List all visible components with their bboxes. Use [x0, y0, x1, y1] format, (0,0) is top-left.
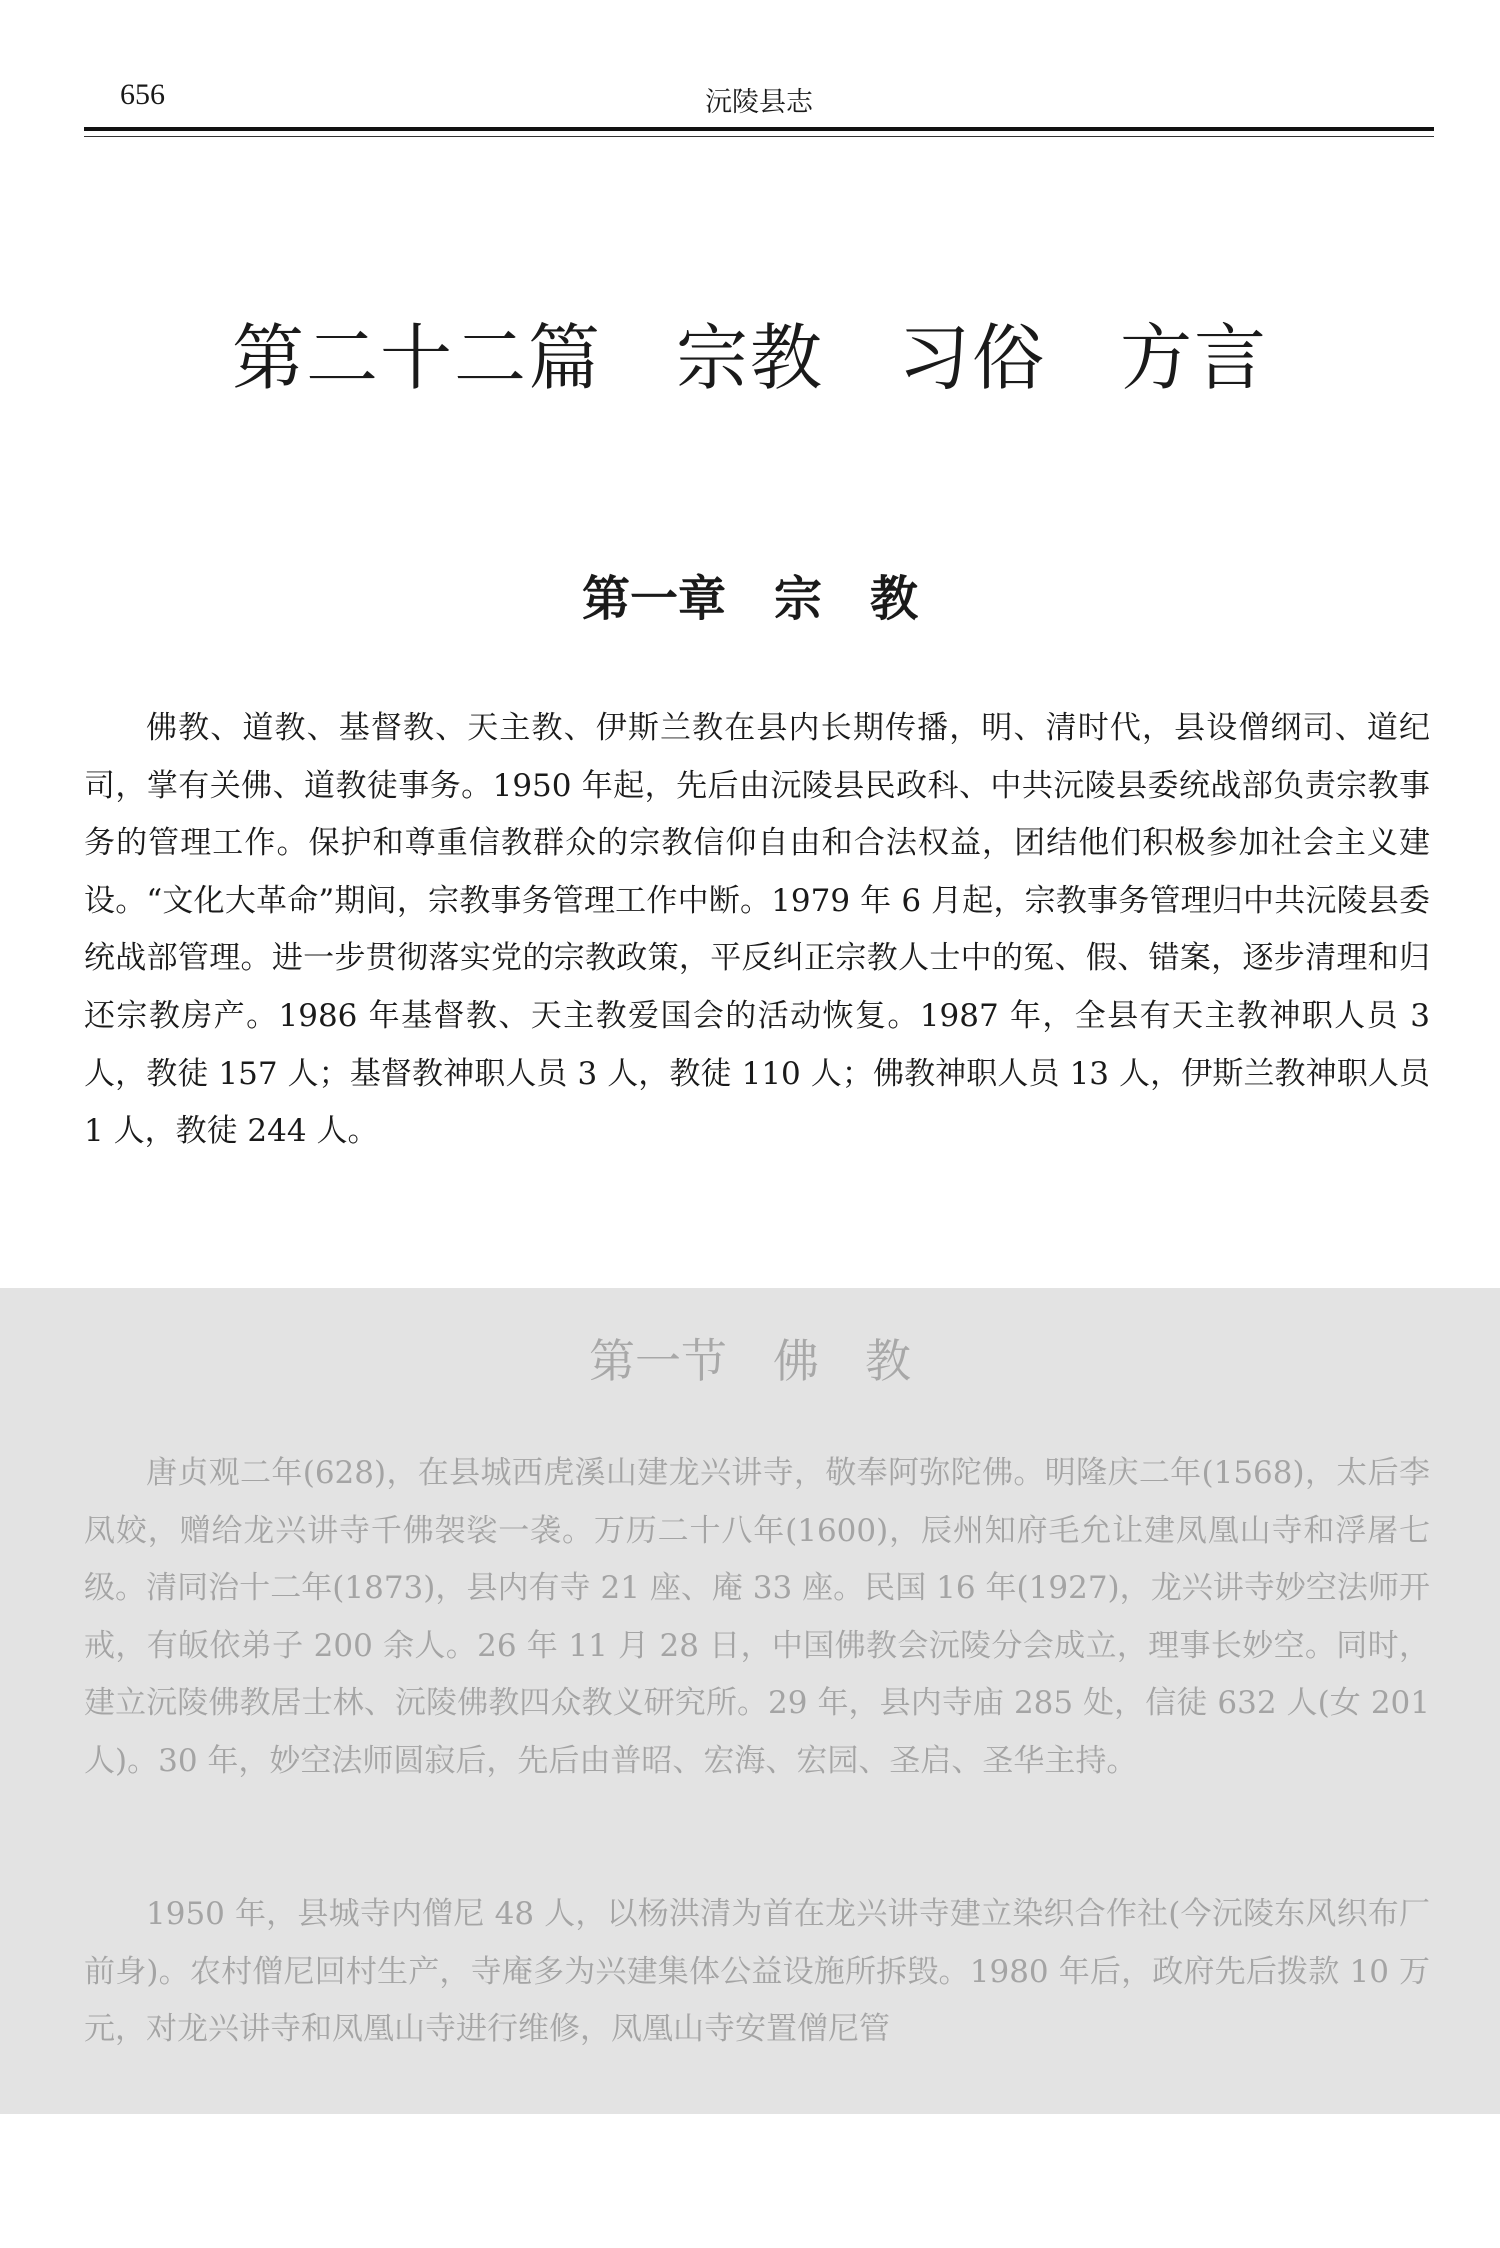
chapter-title: 第一章 宗 教	[581, 571, 918, 627]
intro-paragraph: 佛教、道教、基督教、天主教、伊斯兰教在县内长期传播，明、清时代，县设僧纲司、道纪司，掌有关佛、道教徒事务。1950 年起，先后由沅陵县民政科、中共沅陵县委统战部负责宗教事务的管理工作。保护和尊重信教群众的宗教信仰自由和合法权益，团结他们积极参加社会主义建设。“文化大革命”期间，宗教事务管理工作中断。1979 年 6 月起，宗教事务管理归中共沅陵县委统战部管理。进一步贯彻落实党的宗教政策，平反纠正宗教人士中的冤、假、错案，逐步清理和归还宗教房产。1986 年基督教、天主教爱国会的活动恢复。1987 年，全县有天主教神职人员 3 人，教徒 157 人；基督教神职人员 3 人，教徒 110 人；佛教神职人员 13 人，伊斯兰教神职人员 1 人，教徒 244 人。	[84, 710, 1430, 1150]
part-title: 第二十二篇 宗教 习俗 方言	[231, 316, 1268, 400]
header-rule-thick	[84, 127, 1434, 131]
running-title: 沅陵县志	[705, 87, 813, 118]
section-title: 第一节 佛 教	[589, 1334, 911, 1388]
header-rule-thin	[84, 136, 1434, 137]
section-paragraph: 1950 年，县城寺内僧尼 48 人，以杨洪清为首在龙兴讲寺建立染织合作社(今沅陵东风织布厂前身)。农村僧尼回村生产，寺庵多为兴建集体公益设施所拆毁。1980 年后，政府先后拨款 10 万元，对龙兴讲寺和凤凰山寺进行维修，凤凰山寺安置僧尼管	[84, 1896, 1430, 2048]
section-paragraph: 唐贞观二年(628)，在县城西虎溪山建龙兴讲寺，敬奉阿弥陀佛。明隆庆二年(1568)，太后李凤姣，赠给龙兴讲寺千佛袈裟一袭。万历二十八年(1600)，辰州知府毛允让建凤凰山寺和浮屠七级。清同治十二年(1873)，县内有寺 21 座、庵 33 座。民国 16 年(1927)，龙兴讲寺妙空法师开戒，有皈依弟子 200 余人。26 年 11 月 28 日，中国佛教会沅陵分会成立，理事长妙空。同时，建立沅陵佛教居士林、沅陵佛教四众教义研究所。29 年，县内寺庙 285 处，信徒 632 人(女 201 人)。30 年，妙空法师圆寂后，先后由普昭、宏海、宏园、圣启、圣华主持。	[84, 1455, 1430, 1779]
page-number: 656	[120, 78, 165, 111]
page-header	[84, 70, 1434, 130]
